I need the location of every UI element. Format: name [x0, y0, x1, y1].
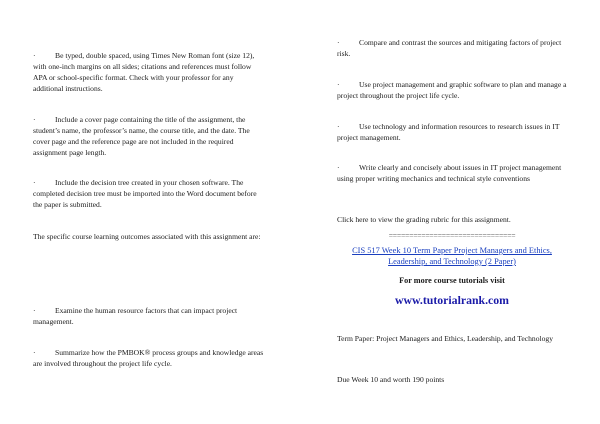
due-text: Due Week 10 and worth 190 points [337, 375, 445, 384]
paragraph-graphic-software [337, 79, 567, 101]
rubric-text: Click here to view the grading rubric for this assignment. [337, 215, 511, 224]
bullet: · [33, 51, 36, 60]
paragraph-learning-outcomes [33, 231, 265, 242]
right-page [300, 0, 600, 424]
site-url[interactable]: www.tutorialrank.com [394, 293, 510, 307]
paragraph-cover-page [33, 114, 265, 158]
course-link[interactable]: CIS 517 Week 10 Term Paper Project Managers and Ethics, Leadership, and Technology (2 Paper) [352, 246, 552, 266]
paragraph-text: Be typed, double spaced, using Times New Roman font (size 12), with one-inch margins on all sides; citations and references must follow APA or school-specific format. Check with your professor for any additional instructions. [33, 51, 255, 93]
bullet: · [337, 80, 340, 89]
bullet: · [337, 38, 340, 47]
paragraph-pmbok [33, 347, 265, 369]
bullet: · [33, 348, 36, 357]
paragraph-project-risk [337, 37, 567, 59]
term-paper-title: Term Paper: Project Managers and Ethics, Leadership, and Technology [337, 334, 553, 343]
paragraph-text: Include a cover page containing the title of the assignment, the student’s name, the professor’s name, the course title, and the date. The cover page and the reference page are not included in the required assignment page length. [33, 115, 250, 157]
paragraph-text: Use project management and graphic software to plan and manage a project throughout the project life cycle. [337, 80, 567, 100]
paragraph-text: Examine the human resource factors that can impact project management. [33, 306, 238, 326]
paragraph-text: Include the decision tree created in your chosen software. The completed decision tree must be imported into the Word document before the paper is submitted. [33, 178, 257, 209]
paragraph-human-resource [33, 305, 265, 327]
bullet: · [33, 115, 36, 124]
paragraph-text: Write clearly and concisely about issues in IT project management using proper writing mechanics and technical style conventions [337, 163, 562, 183]
paragraph-text: Use technology and information resources to research issues in IT project management. [337, 122, 560, 142]
bullet: · [337, 163, 340, 172]
bullet: · [33, 306, 36, 315]
paragraph-decision-tree [33, 177, 265, 210]
paragraph-writing [337, 162, 567, 184]
paragraph-text: The specific course learning outcomes associated with this assignment are: [33, 232, 261, 241]
bullet: · [33, 178, 36, 187]
paragraph-technology-resources [337, 121, 567, 143]
paragraph-formatting [33, 50, 265, 94]
divider-line: =============================== [388, 231, 516, 240]
paragraph-text: Compare and contrast the sources and mitigating factors of project risk. [337, 38, 562, 58]
paragraph-text: Summarize how the PMBOK® process groups and knowledge areas are involved throughout the project life cycle. [33, 348, 264, 368]
more-tutorials-text: For more course tutorials visit [399, 276, 505, 285]
bullet: · [337, 122, 340, 131]
